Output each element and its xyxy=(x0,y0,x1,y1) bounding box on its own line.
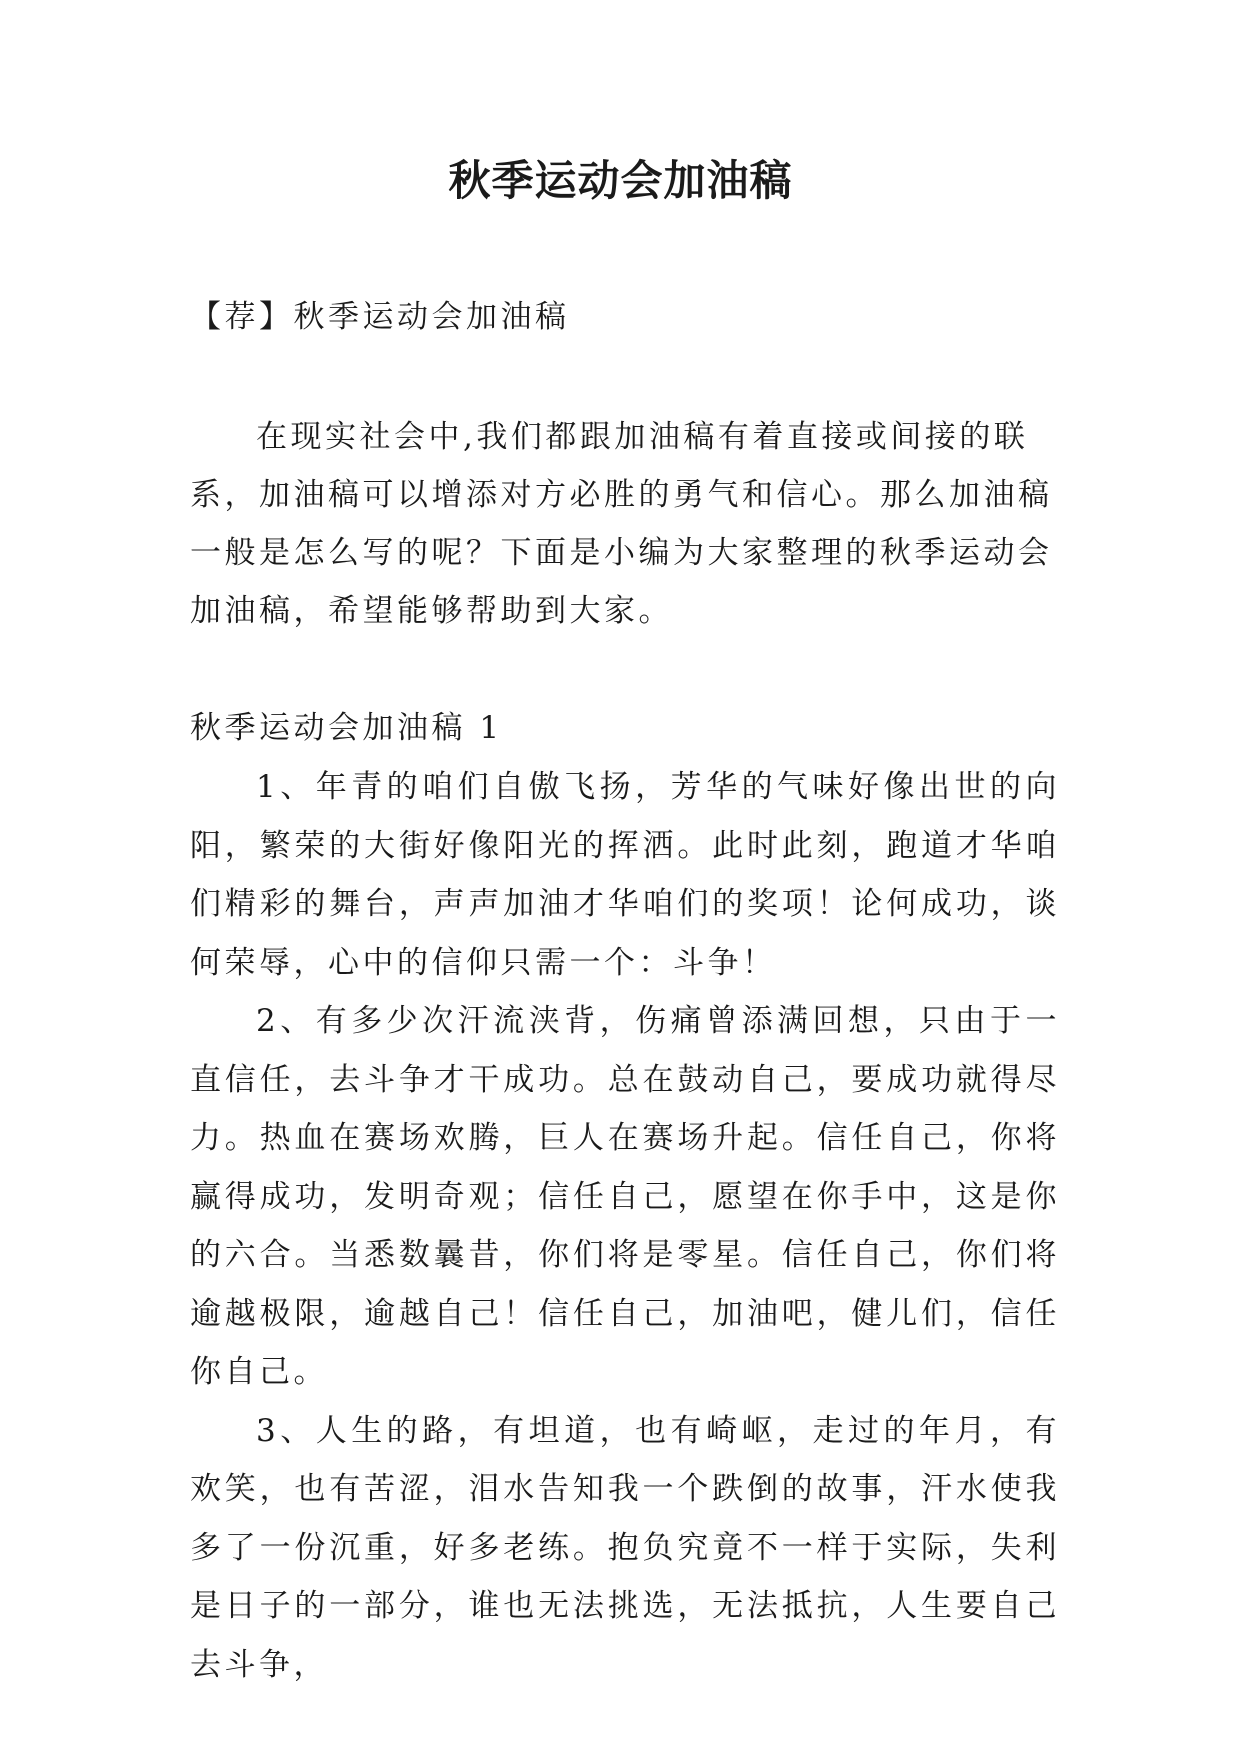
document-title: 秋季运动会加油稿 xyxy=(448,156,793,205)
section-heading: 秋季运动会加油稿 1 xyxy=(190,710,503,746)
cheer-items xyxy=(190,758,1060,1694)
intro-paragraph: 在现实社会中,我们都跟加油稿有着直接或间接的联系，加油稿可以增添对方必胜的勇气和信心。那么加油稿一般是怎么写的呢？下面是小编为大家整理的秋季运动会加油稿，希望能够帮助到大家。 xyxy=(190,419,1053,629)
cheer-item-1: 1、年青的咱们自傲飞扬，芳华的气味好像出世的向阳，繁荣的大街好像阳光的挥洒。此时此刻，跑道才华咱们精彩的舞台，声声加油才华咱们的奖项！论何成功，谈何荣辱，心中的信仰只需一个：斗争！ xyxy=(190,769,1060,981)
cheer-item-2: 2、有多少次汗流浃背，伤痛曾添满回想，只由于一直信任，去斗争才干成功。总在鼓动自己，要成功就得尽力。热血在赛场欢腾，巨人在赛场升起。信任自己，你将赢得成功，发明奇观；信任自己，愿望在你手中，这是你的六合。当悉数曩昔，你们将是零星。信任自己，你们将逾越极限，逾越自己！信任自己，加油吧，健儿们，信任你自己。 xyxy=(190,1003,1060,1390)
document-subtitle: 【荐】秋季运动会加油稿 xyxy=(190,299,570,335)
cheer-item-3: 3、人生的路，有坦道，也有崎岖，走过的年月，有欢笑，也有苦涩，泪水告知我一个跌倒的故事，汗水使我多了一份沉重，好多老练。抱负究竟不一样于实际，失利是日子的一部分，谁也无法挑选，无法抵抗，人生要自己去斗争， xyxy=(190,1412,1060,1683)
